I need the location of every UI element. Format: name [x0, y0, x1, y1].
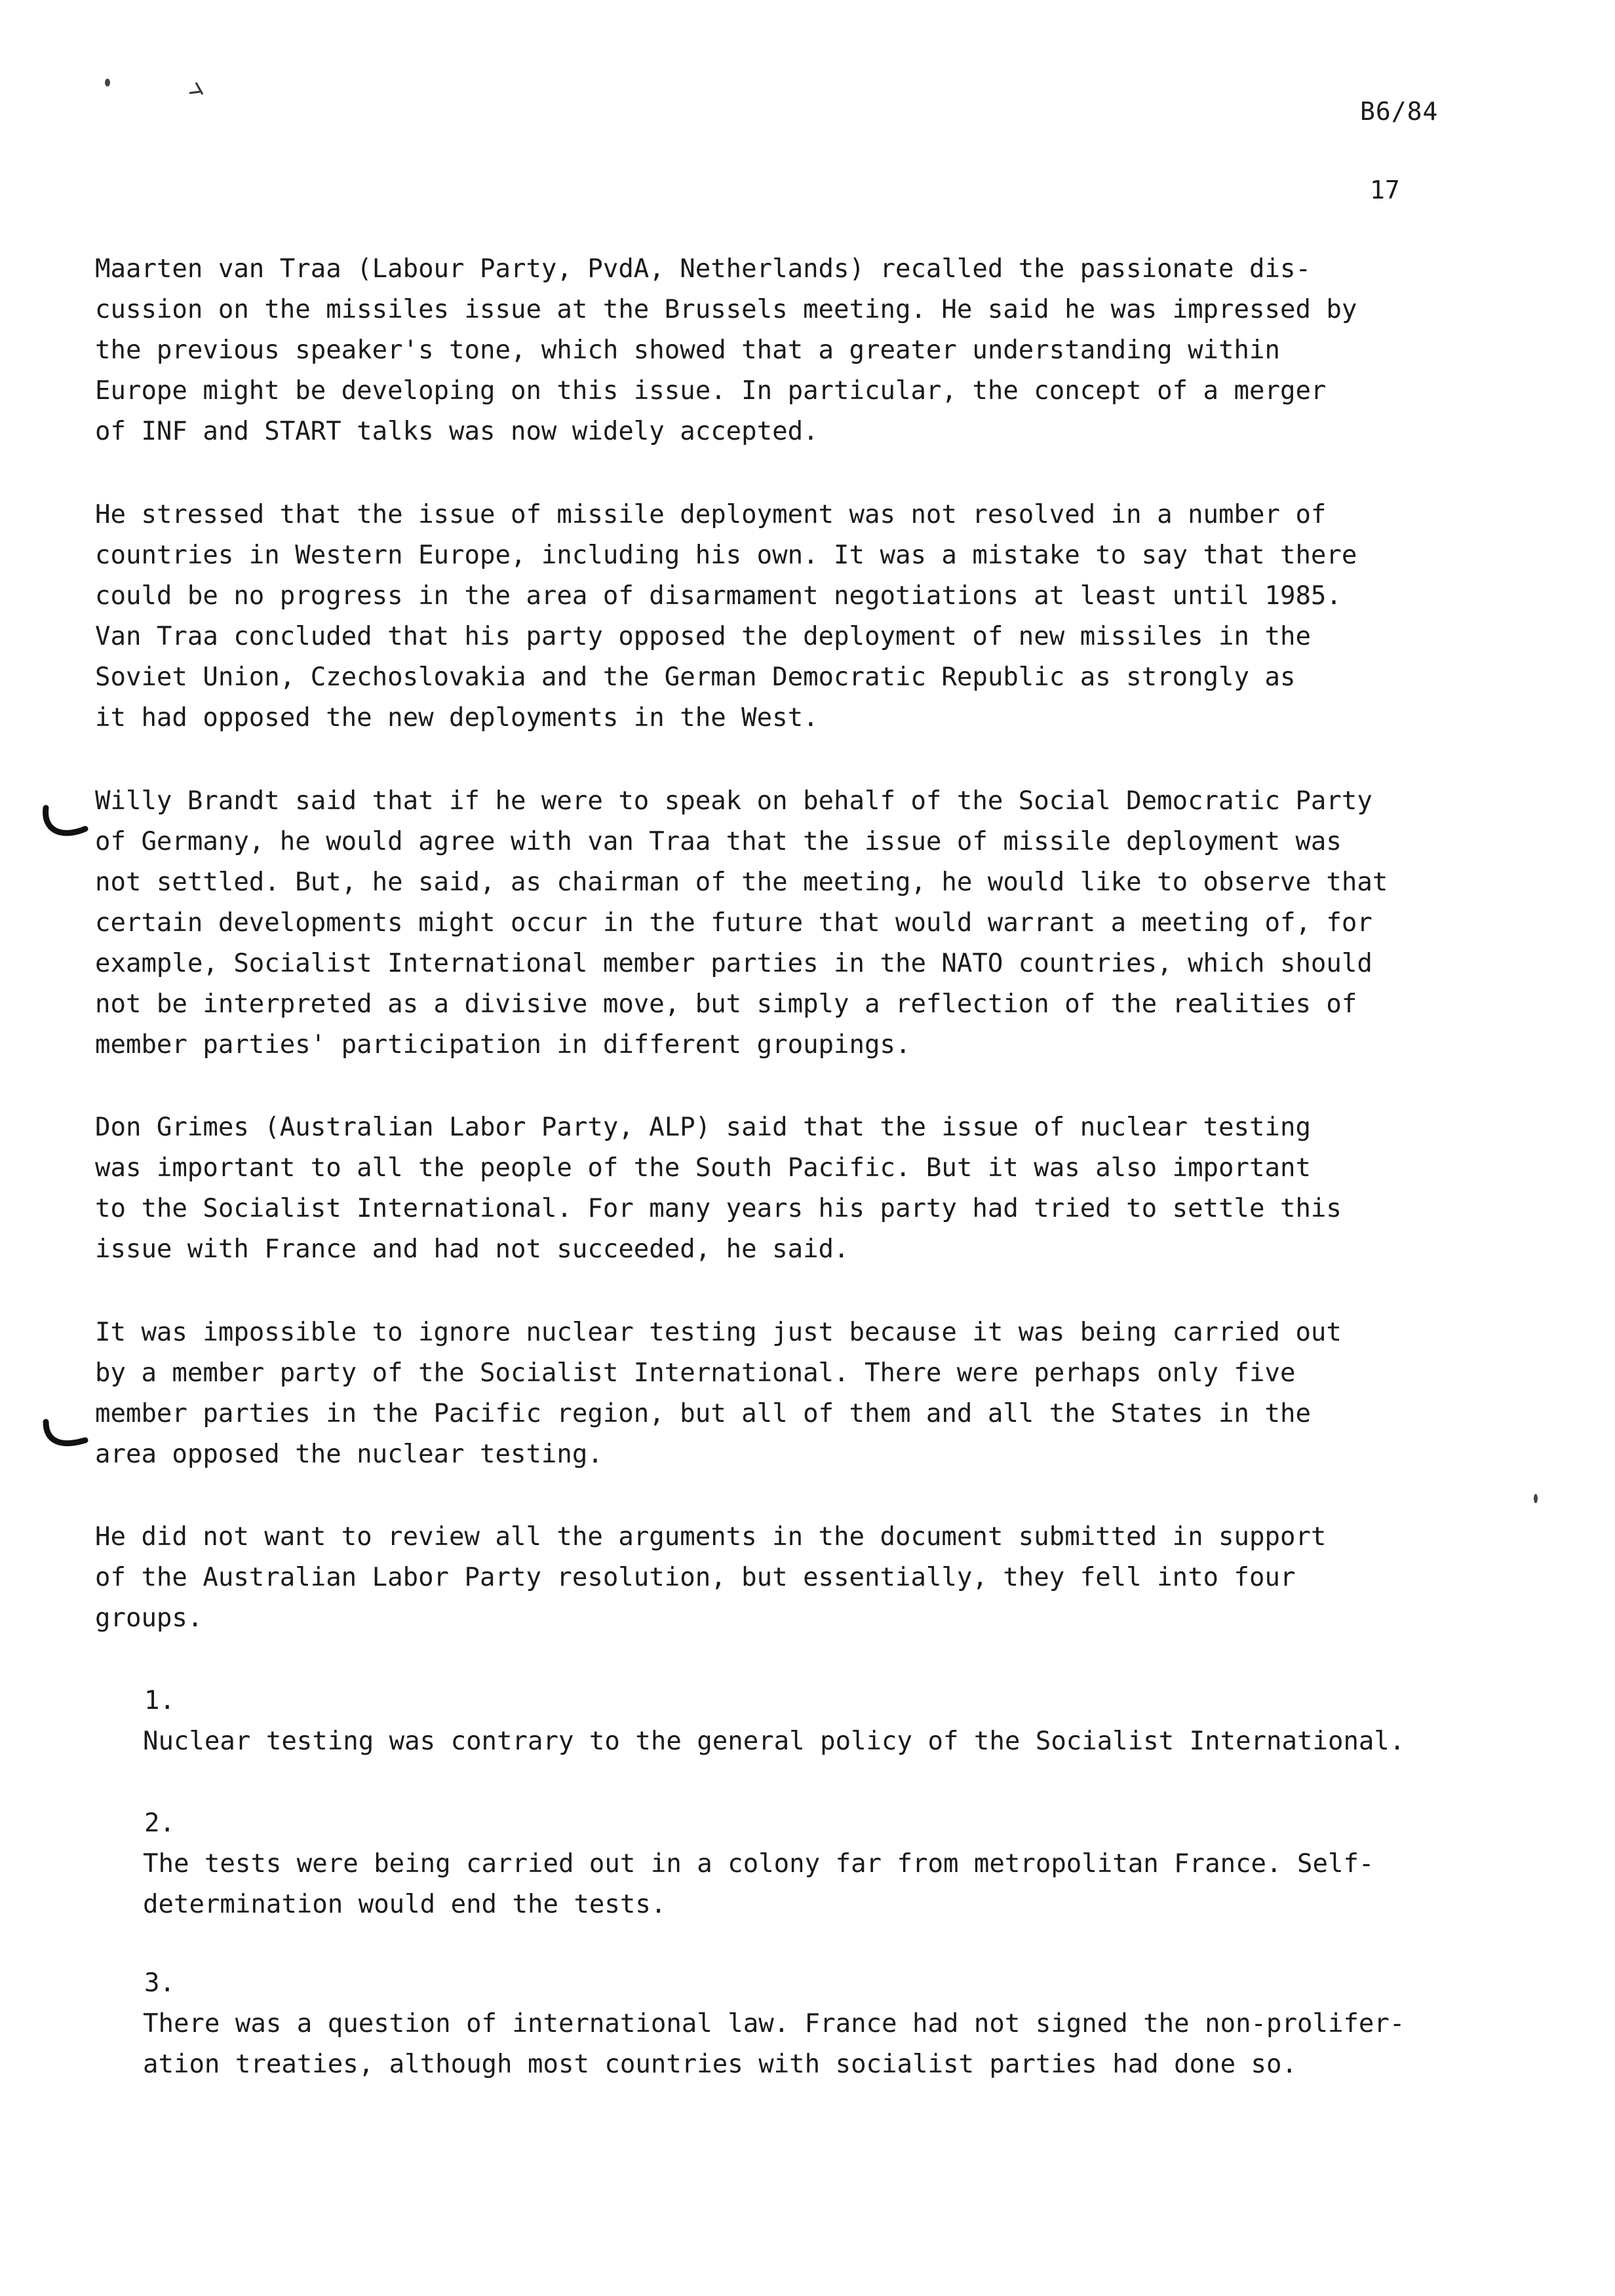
paragraph-grimes-3: He did not want to review all the arguments in the document submitted in support of the Australian Labor Party resolution, but essentially, they fell into four groups.: [95, 1522, 1327, 1633]
margin-bracket-mark: [39, 1415, 92, 1461]
scan-mark: [187, 77, 213, 97]
paragraph-van-traa-2: He stressed that the issue of missile deployment was not resolved in a number of countries in Western Europe, including his own. It was a mistake to say that there could be no progress in the area of disarmament negotiations at least until 1985. Van Traa concluded that his party opposed the deployment of new missiles in the Soviet Union, Czechoslovakia and the German Democratic Republic as strongly as it had opposed the new deployments in the West.: [95, 500, 1357, 733]
list-item-number: 2.: [144, 1808, 175, 1838]
paragraph-grimes-2: It was impossible to ignore nuclear testing just because it was being carried out by a member party of the Socialist International. There were perhaps only five member parties in the Pacific region, but all of them and all the States in the area opposed the nuclear testing.: [95, 1318, 1342, 1469]
paragraph-van-traa-1: Maarten van Traa (Labour Party, PvdA, Netherlands) recalled the passionate dis- cussion on the missiles issue at the Brussels meeting. He said he was impressed by the previous speaker's tone, which showed that a greater understanding within Europe might be developing on this issue. In particular, the concept of a merger of INF and START talks was now widely accepted.: [95, 254, 1357, 446]
scan-speck: [105, 79, 110, 86]
margin-bracket-mark: [39, 803, 92, 849]
list-item-text: The tests were being carried out in a colony far from metropolitan France. Self- determination would end the tests.: [143, 1849, 1374, 1919]
list-item-text: Nuclear testing was contrary to the general policy of the Socialist International.: [143, 1727, 1405, 1756]
list-item-number: 3.: [144, 1968, 175, 1998]
list-item-number: 1.: [144, 1686, 175, 1715]
document-code: B6/84: [1360, 97, 1439, 126]
paragraph-brandt: Willy Brandt said that if he were to speak on behalf of the Social Democratic Party of Germany, he would agree with van Traa that the issue of missile deployment was not settled. But, he said, as chairman of the meeting, he would like to observe that certain developments might occur in the future that would warrant a meeting of, for example, Socialist International member parties in the NATO countries, which should not be interpreted as a divisive move, but simply a reflection of the realities of member parties' participation in different groupings.: [95, 786, 1388, 1060]
paragraph-grimes-1: Don Grimes (Australian Labor Party, ALP) said that the issue of nuclear testing was important to all the people of the South Pacific. But it was also important to the Socialist International. For many years his party had tried to settle this issue with France and had not succeeded, he said.: [95, 1113, 1342, 1264]
list-item-text: There was a question of international law. France had not signed the non-prolifer- ation treaties, although most countries with socialist parties had done so.: [143, 2009, 1405, 2079]
page-number: 17: [1370, 176, 1400, 204]
scan-speck: [1534, 1494, 1538, 1503]
